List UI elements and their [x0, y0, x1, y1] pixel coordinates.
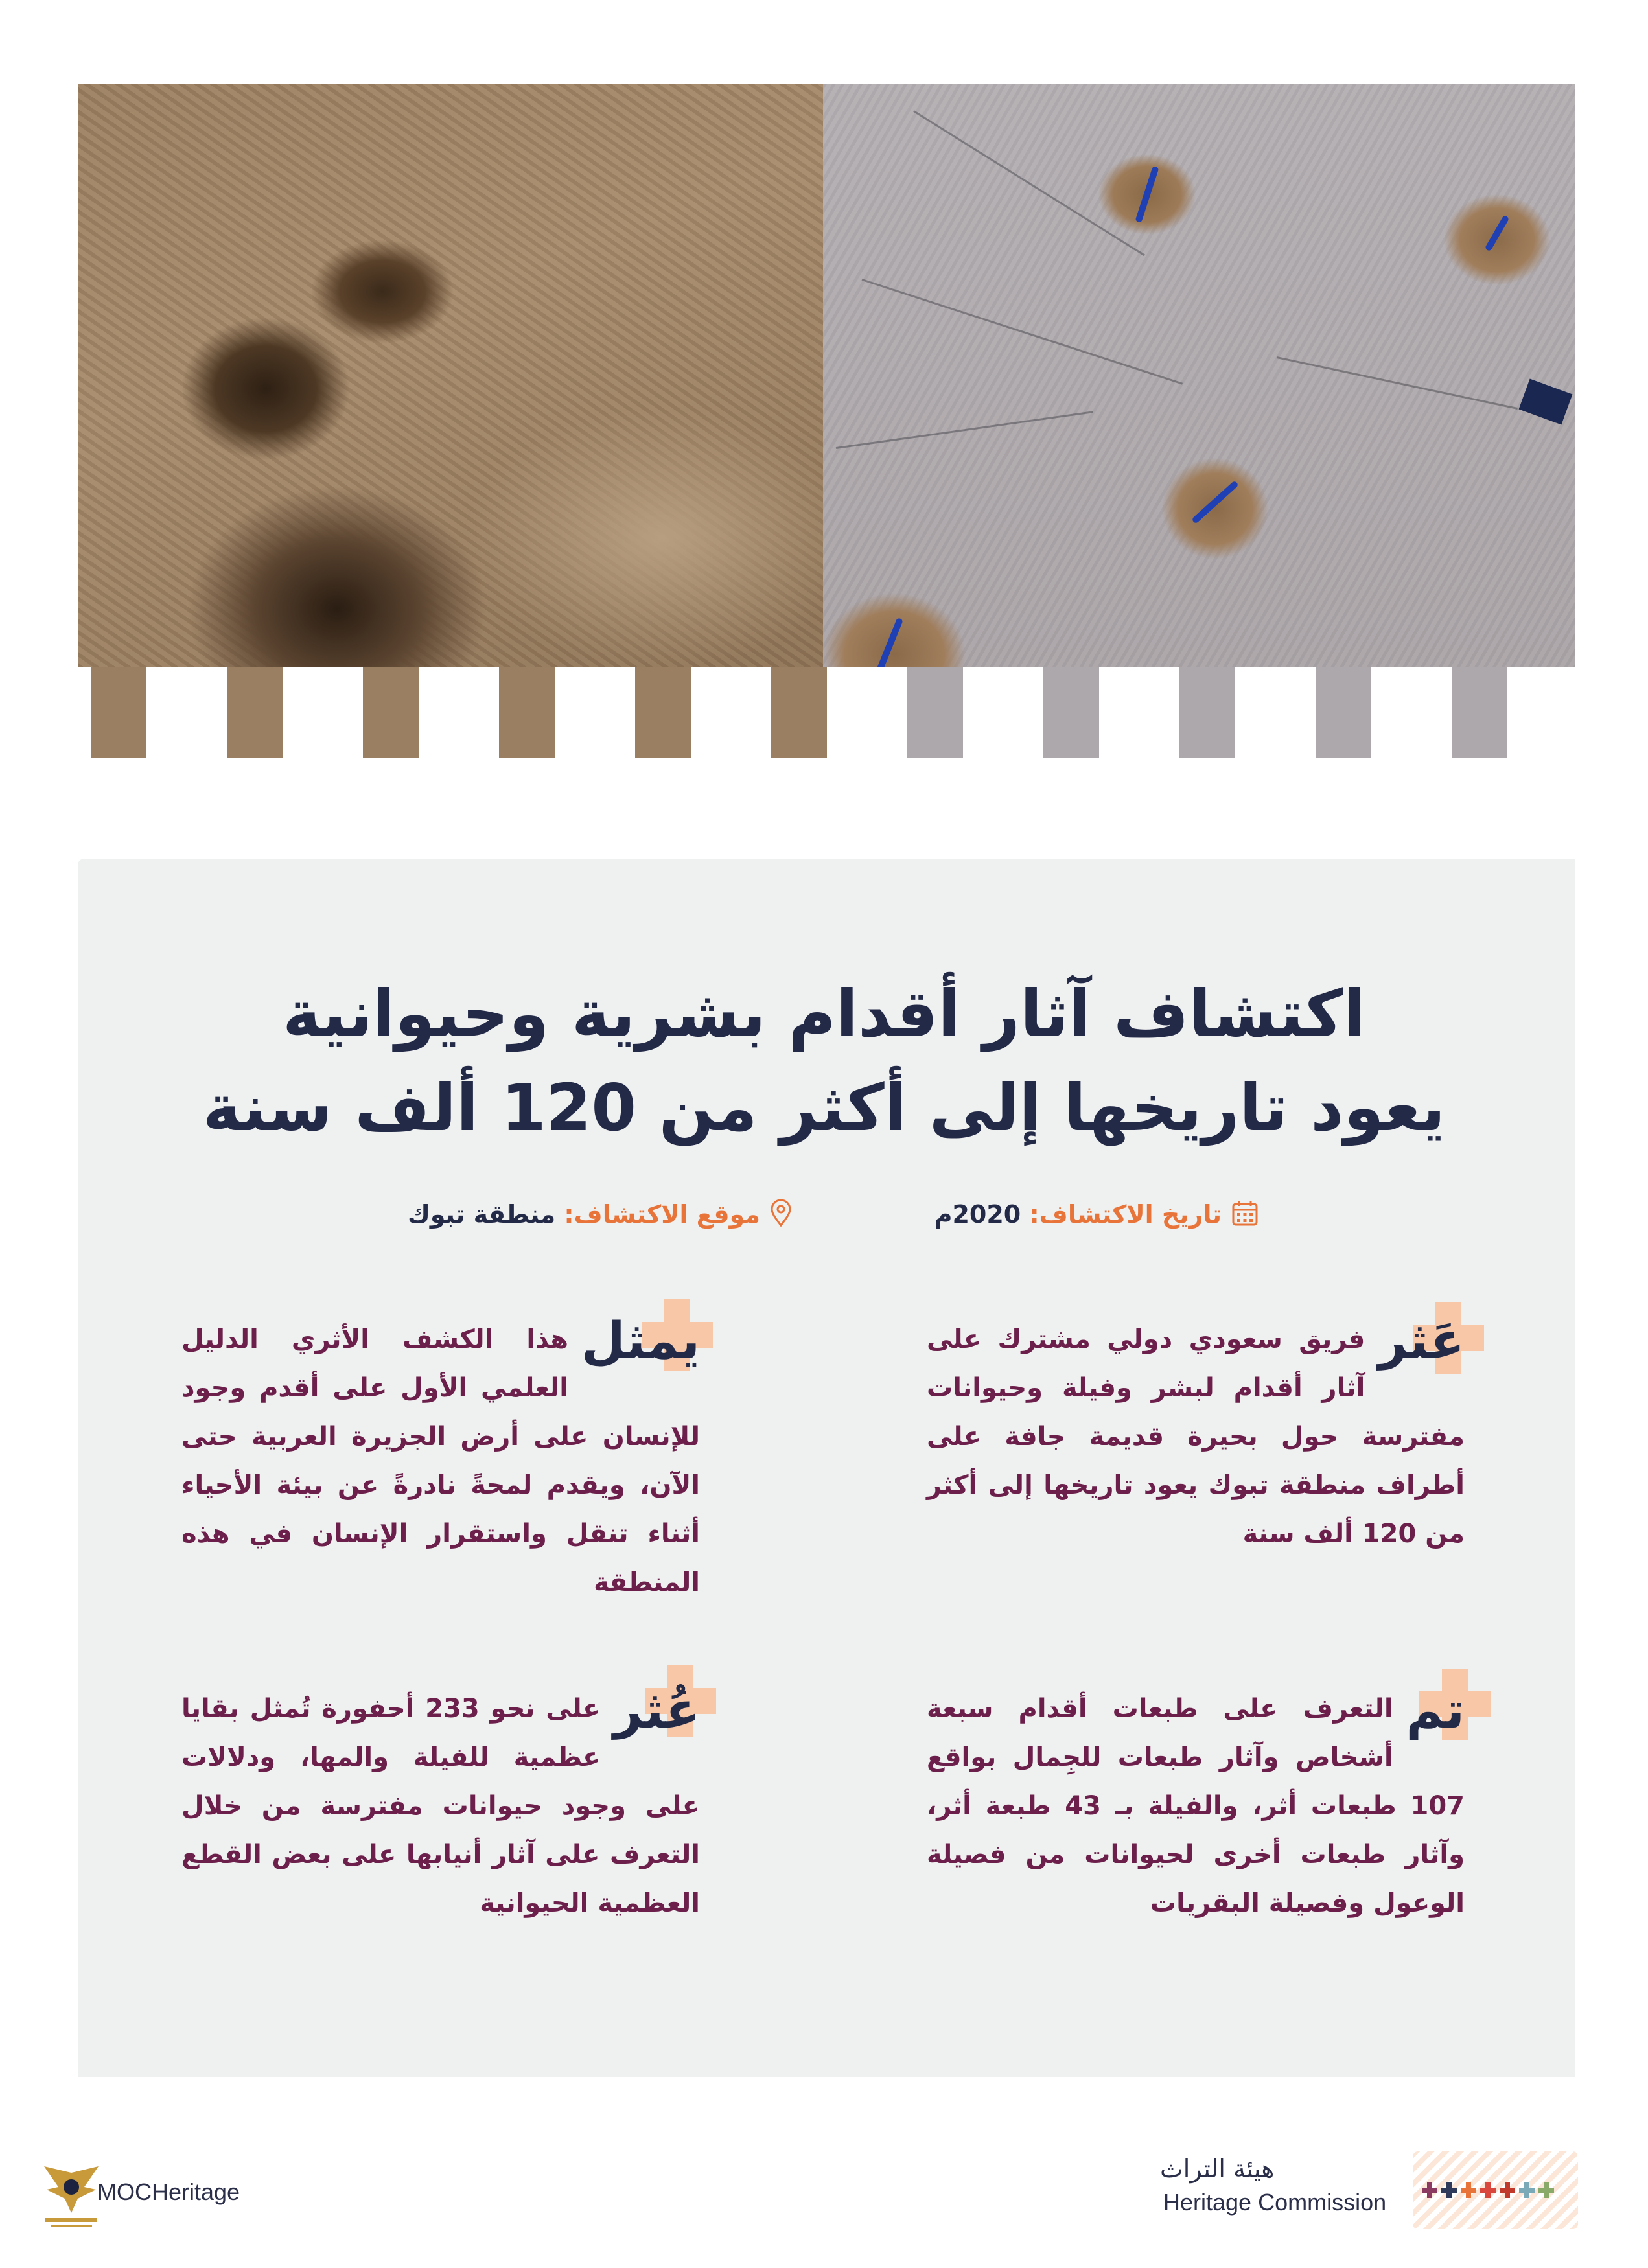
fact-text: فريق سعودي دولي مشترك على آثار أقدام لبشر وفيلة وحيوانات مفترسة حول بحيرة قديمة جافة على أطراف منطقة تبوك يعود تاريخها إلى أكثر من 120 ألف سنة [927, 1325, 1465, 1549]
heritage-commission-arabic: هيئة التراث [1160, 2155, 1275, 2183]
torn-edge [78, 667, 1575, 758]
forum-logo [39, 2161, 104, 2232]
fact-text: على نحو 233 أحفورة تُمثل بقايا عظمية للفيلة والمها، ودلالات على وجود حيوانات مفترسة من خلال التعرف على آثار أنيابها على بعض القطع العظمية الحيوانية [181, 1694, 700, 1918]
fact-keyword: يمثل [581, 1312, 700, 1371]
calendar-icon [1231, 1199, 1259, 1233]
edge-tooth [91, 667, 146, 758]
page-title-line1: اكتشاف آثار أقدام بشرية وحيوانية [283, 976, 1365, 1052]
fact-keyword: تم [1406, 1682, 1465, 1740]
scale-pen [1135, 166, 1159, 224]
edge-tooth [1452, 667, 1507, 758]
social-handle: MOCHeritage [97, 2179, 240, 2205]
scale-pen [1485, 215, 1510, 252]
rock-crack [862, 279, 1183, 385]
edge-tooth [1316, 667, 1371, 758]
scale-pen [866, 618, 903, 667]
rock-crack [913, 110, 1145, 256]
edge-tooth [1179, 667, 1235, 758]
discovery-date [934, 1199, 1259, 1233]
discovery-location [408, 1199, 793, 1233]
edge-tooth [227, 667, 283, 758]
heritage-commission-english: Heritage Commission [1163, 2189, 1387, 2216]
edge-tooth [907, 667, 963, 758]
photo-human-footprints [78, 84, 823, 667]
edge-tooth [499, 667, 555, 758]
fact-text: هذا الكشف الأثري الدليل العلمي الأول على أقدم وجود للإنسان على أرض الجزيرة العربية حتى الآن، ويقدم لمحةً نادرةً عن بيئة الأحياء أثناء تنقل واستقرار الإنسان في هذه المنطقة [181, 1325, 700, 1597]
fact-text: التعرف على طبعات أقدام سبعة أشخاص وآثار طبعات للجِمال بواقع 107 طبعات أثر، والفيلة بـ 43 طبعة أثر، وآثار طبعات أخرى لحيوانات من فصيلة الوعول وفصيلة البقريات [927, 1694, 1465, 1918]
hero-photos [78, 84, 1575, 758]
rock-crack [836, 411, 1093, 449]
location-value: منطقة تبوك [408, 1200, 556, 1229]
edge-tooth [363, 667, 419, 758]
edge-tooth [635, 667, 691, 758]
fact-block-found-footprints [927, 1312, 1465, 1558]
fact-block-fossils [181, 1682, 700, 1928]
date-label: تاريخ الاكتشاف: [1029, 1200, 1222, 1229]
rock-crack [1277, 356, 1518, 410]
scale-pen [1191, 480, 1239, 524]
camera-object [1519, 379, 1573, 425]
edge-tooth [771, 667, 827, 758]
date-value: 2020م [934, 1200, 1021, 1229]
fact-block-identified-prints [927, 1682, 1465, 1928]
page-title-line2: يعود تاريخها إلى أكثر من 120 ألف سنة [202, 1070, 1446, 1146]
heritage-commission-logo-icon [1413, 2151, 1578, 2229]
location-label: موقع الاكتشاف: [564, 1200, 760, 1229]
edge-tooth [1043, 667, 1099, 758]
map-pin-icon [769, 1199, 793, 1233]
photo-elephant-footprints [823, 84, 1575, 667]
fact-block-significance [181, 1312, 700, 1607]
fact-keyword: عُثر [613, 1682, 700, 1740]
fact-keyword: عَثر [1378, 1312, 1465, 1371]
